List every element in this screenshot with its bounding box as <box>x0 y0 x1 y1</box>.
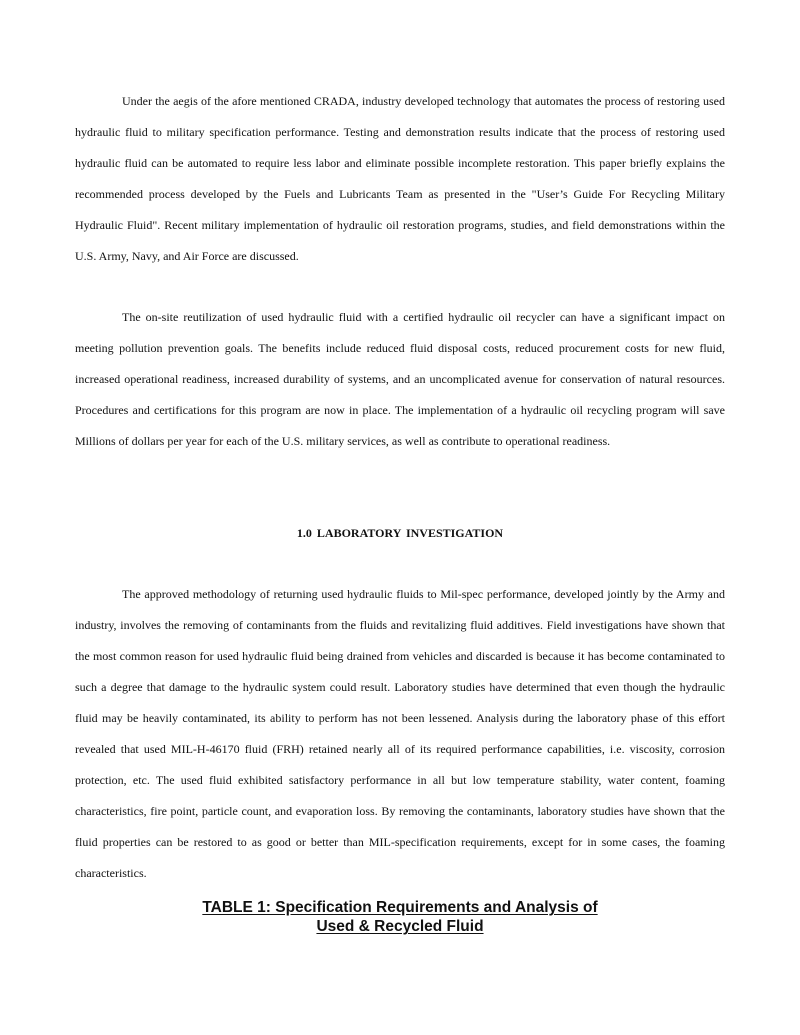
section-paragraph: The approved methodology of returning used hydraulic fluids to Mil-spec performance, developed jointly by the Army and industry, involves the removing of contaminants from the fluids and revitalizing fluid additives. Field investigations have shown that the most common reason for used hydraulic fluid being drained from vehicles and discarded is because it has become contaminated to such a degree that damage to the hydraulic system could result. Laboratory studies have determined that even though the hydraulic fluid may be heavily contaminated, its ability to perform has not been lessened. Analysis during the laboratory phase of this effort revealed that used MIL-H-46170 fluid (FRH) retained nearly all of its required performance capabilities, i.e. viscosity, corrosion protection, etc. The used fluid exhibited satisfactory performance in all but low temperature stability, water content, foaming characteristics, fire point, particle count, and evaporation loss. By removing the contaminants, laboratory studies have shown that the fluid properties can be restored to as good or better than MIL-specification requirements, except for in some cases, the foaming characteristics. <box>75 587 725 880</box>
table-caption-line-2: Used & Recycled Fluid <box>316 918 484 935</box>
table-caption <box>75 898 725 936</box>
intro-paragraph-1: Under the aegis of the afore mentioned CRADA, industry developed technology that automates the process of restoring used hydraulic fluid to military specification performance. Testing and demonstration results indicate that the process of restoring used hydraulic fluid can be automated to require less labor and eliminate possible incomplete restoration. This paper briefly explains the recommended process developed by the Fuels and Lubricants Team as presented in the "User’s Guide For Recycling Military Hydraulic Fluid". Recent military implementation of hydraulic oil restoration programs, studies, and field demonstrations within the U.S. Army, Navy, and Air Force are discussed. <box>75 94 725 263</box>
document-page <box>75 86 725 936</box>
section-heading: 1.0 LABORATORY INVESTIGATION <box>296 526 504 540</box>
table-caption-line-1: TABLE 1: Specification Requirements and Analysis of <box>202 899 598 916</box>
intro-paragraph-2: The on-site reutilization of used hydraulic fluid with a certified hydraulic oil recycler can have a significant impact on meeting pollution prevention goals. The benefits include reduced fluid disposal costs, reduced procurement costs for new fluid, increased operational readiness, increased durability of systems, and an uncomplicated avenue for conservation of natural resources. Procedures and certifications for this program are now in place. The implementation of a hydraulic oil recycling program will save Millions of dollars per year for each of the U.S. military services, as well as contribute to operational readiness. <box>75 310 725 448</box>
